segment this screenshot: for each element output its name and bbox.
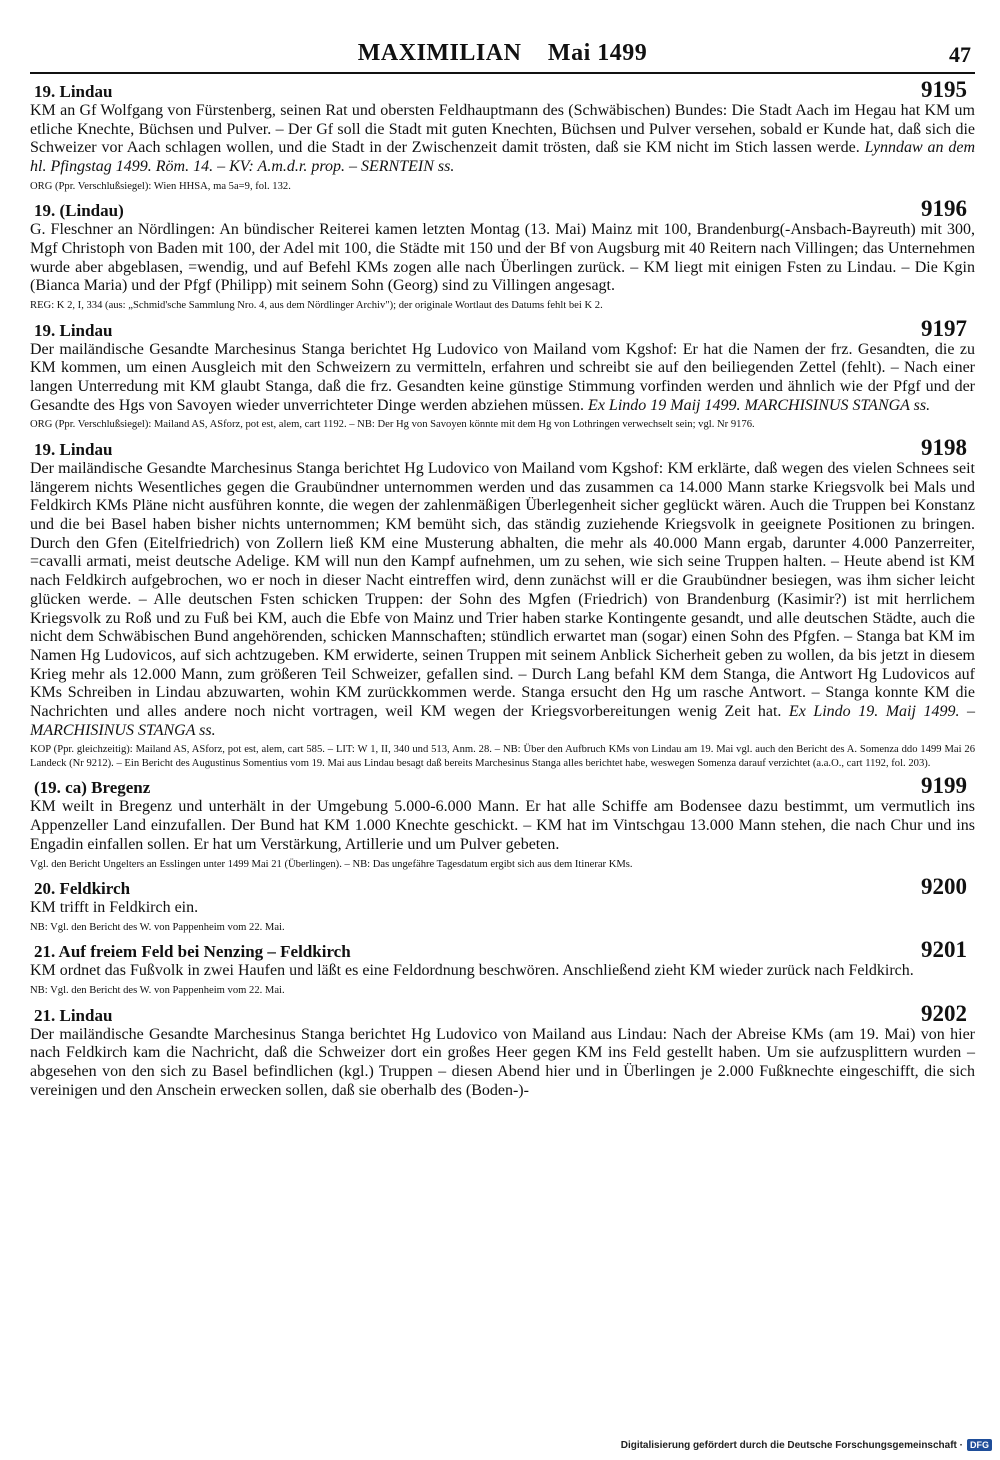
entry-head bbox=[30, 1000, 975, 1026]
entry-number: 9195 bbox=[921, 77, 967, 102]
entry-text: G. Fleschner an Nördlingen: An bündischer Reiterei kamen letzten Montag (13. Mai) Mainz mit 100, Brandenburg(-Ansbach-Bayreuth) mit 300, Mgf Christoph von Baden mit 100, der Adel mit 100, die Städte mit 150 und der Bf von Augsburg mit 40 Reitern nach Villingen; das Unternehmen wurde aber abgeblasen, =wendig, und auf Befehl KMs zogen alle nach Überlingen zurück. – KM liegt mit einigen Fsten zu Lindau. – Die Kgin (Bianca Maria) und der Pfgf (Philipp) mit seinem Sohn (Georg) sind zu Villingen angesagt. bbox=[30, 221, 975, 295]
entry-place: (19. ca) Bregenz bbox=[34, 778, 151, 798]
entry-9201 bbox=[30, 937, 975, 997]
page-number: 47 bbox=[949, 42, 971, 67]
entry-place: 19. (Lindau) bbox=[34, 201, 124, 221]
entry-body bbox=[30, 221, 975, 296]
entry-dating: Ex Lindo 19 Maij 1499. MARCHISINUS STANGA ss. bbox=[588, 396, 931, 414]
entry-body bbox=[30, 341, 975, 416]
entry-head bbox=[30, 773, 975, 799]
entry-dating: Lynndaw an dem hl. Pfingstag 1499. Röm. 14. – KV: A.m.d.r. prop. – SERNTEIN ss. bbox=[30, 139, 975, 176]
entry-place: 21. Auf freiem Feld bei Nenzing – Feldkirch bbox=[34, 942, 351, 962]
entry-place: 21. Lindau bbox=[34, 1005, 113, 1025]
header-date: Mai 1499 bbox=[547, 40, 648, 66]
entry-body bbox=[30, 899, 975, 918]
entry-text: KM ordnet das Fußvolk in zwei Haufen und läßt es eine Feldordnung beschwören. Anschließend zieht KM wieder zurück nach Feldkirch. bbox=[30, 962, 914, 980]
page-header bbox=[30, 38, 975, 74]
entry-note: NB: Vgl. den Bericht des W. von Pappenheim vom 22. Mai. bbox=[30, 985, 285, 996]
entry-head bbox=[30, 874, 975, 900]
entry-text: Der mailändische Gesandte Marchesinus Stanga berichtet Hg Ludovico von Mailand vom Kgshof: Er hat die Namen der frz. Gesandten, die zu KM kommen, um einen Ausgleich mit den Schweizern zu vermitteln, erfahren und schreibt sie auf den beiliegenden Zettel (fehlt). – Nach einer langen Unterredung mit KM glaubt Stanga, daß die frz. Gesandten keine günstige Stimmung vorfinden werden und ähnlich wie der Pfgf und der Gesandte des Hgs von Savoyen wieder unverrichteter Dinge werden abziehen müssen. bbox=[30, 340, 975, 414]
footer-credit: Digitalisierung gefördert durch die Deutsche Forschungsgemeinschaft · bbox=[620, 1439, 963, 1451]
entry-9197 bbox=[30, 315, 975, 432]
entry-text: KM weilt in Bregenz und unterhält in der Umgebung 5.000-6.000 Mann. Er hat alle Schiffe am Bodensee dazu bestimmt, um vermutlich ins Appenzeller Land einzufallen. Der Bund hat KM 1.000 Knechte geschickt. – KM hat im Vintschgau 13.000 Mann stehen, die nach Chur und ins Engadin einfallen sollen. Er hat um Verstärkung, Artillerie und um Pulver gebeten. bbox=[30, 798, 975, 853]
entry-dating: Ex Lindo 19. Maij 1499. – MARCHISINUS STANGA ss. bbox=[30, 703, 976, 739]
entry-number: 9202 bbox=[921, 1000, 967, 1026]
entry-9200 bbox=[30, 874, 975, 934]
page-footer bbox=[621, 1439, 992, 1451]
entry-place: 19. Lindau bbox=[34, 439, 113, 459]
entry-body bbox=[30, 962, 975, 981]
entry-place: 20. Feldkirch bbox=[34, 879, 131, 899]
entry-body bbox=[30, 460, 975, 741]
document-page bbox=[30, 38, 975, 1100]
entry-head bbox=[30, 77, 975, 102]
entry-number: 9201 bbox=[921, 937, 967, 963]
header-name: MAXIMILIAN bbox=[357, 40, 522, 66]
entry-list bbox=[30, 77, 976, 1100]
entry-number: 9199 bbox=[921, 773, 967, 799]
entry-note: ORG (Ppr. Verschlußsiegel): Mailand AS, ASforz, pot est, alem, cart 1192. – NB: Der Hg von Savoyen könnte mit dem Hg von Lothringen verwechselt sein; vgl. Nr 9176. bbox=[30, 419, 755, 431]
entry-head bbox=[30, 196, 975, 222]
entry-number: 9196 bbox=[921, 196, 967, 222]
entry-text: KM trifft in Feldkirch ein. bbox=[30, 899, 199, 917]
entry-9198 bbox=[30, 434, 976, 771]
entry-text: Der mailändische Gesandte Marchesinus Stanga berichtet Hg Ludovico von Mailand vom Kgshof: KM erklärte, daß wegen des vielen Schnees seit längerem nichts Wesentliches gegen die Graubündner unternommen werden und das zusammen ca 14.000 Mann starke Kriegsvolk bei Mals und Feldkirch KMs Pläne nicht ausführen konnte, die wegen der zahlenmäßigen Überlegenheit sicher geglückt wären. Auch die Truppen bei Konstanz und die bei Basel haben bisher nichts unternommen; KM bemüht sich, das ständig zuziehende Kriegsvolk in geeignete Positionen zu bringen. Durch den Gfen (Eitelfriedrich) von Zollern ließ KM eine Musterung abhalten, die mehr als 40.000 Mann ergab, darunter 4.000 Panzerreiter, =cavalli armati, meist deutsche Adelige. KM will nun den Kampf aufnehmen, um zu sehen, wie sich seine Truppen halten. – Heute abend ist KM nach Feldkirch aufgebrochen, wo er noch in dieser Nacht eintreffen wird, denn zunächst will er die Graubündner besiegen, was ihm sicher leicht glücken werde. – Alle deutschen Fsten schicken Truppen: der Sohn des Mgfen (Friedrich) von Brandenburg (Kasimir?) ist mit herrlichem Kriegsvolk zu Roß und zu Fuß bei KM, auch die Ebfe von Mainz und Trier haben starke Kontingente gesandt, und alle deutschen Städte, auch die nicht dem Schwäbischen Bund angehörenden, schicken Mannschaften; stündlich erwartet man (sogar) einen Sohn des Pfgfen. – Stanga bat KM im Namen Hg Ludovicos, auf sich achtzugeben. KM erwiderte, seinen Truppen mit seinem Anblick Sicherheit geben zu wollen, da bis jetzt in diesem Krieg mehr als 12.000 Mann, zum größeren Teil Schweizer, gefallen sind. – Durch Lang befahl KM dem Stanga, die Antwort Hg Ludovicos auf KMs Schreiben in Lindau abzuwarten, wohin KM zurückkommen werde. Stanga ersucht den Hg um rasche Antwort. – Stanga konnte KM die Nachrichten und alles andere noch nicht vortragen, weil KM wegen der Kriegsvorbereitungen wenig Zeit hat. bbox=[30, 459, 975, 721]
entry-number: 9200 bbox=[921, 874, 967, 900]
entry-9199 bbox=[30, 773, 975, 871]
entry-text: KM an Gf Wolfgang von Fürstenberg, seinen Rat und obersten Feldhauptmann des (Schwäbischen) Bundes: Die Stadt Aach im Hegau hat KM um etliche Knechte, Büchsen und Pulver. – Der Gf soll die Stadt mit guten Knechten, Büchsen und Pulver versehen, sobald er Kunde hat, daß sich die Schweizer vor Aach schlagen wollen, und die Stadt in der Zwischenzeit damit trösten, daß sie KM nicht im Stich lassen werde. bbox=[30, 102, 975, 157]
dfg-logo-icon: DFG bbox=[967, 1439, 992, 1451]
entry-body bbox=[30, 1026, 975, 1101]
running-title bbox=[30, 40, 975, 67]
entry-note: NB: Vgl. den Bericht des W. von Pappenheim vom 22. Mai. bbox=[30, 921, 285, 933]
entry-body bbox=[30, 798, 975, 854]
entry-text: Der mailändische Gesandte Marchesinus Stanga berichtet Hg Ludovico von Mailand aus Lindau: Nach der Abreise KMs (am 19. Mai) von hier nach Feldkirch kam die Nachricht, daß die Schweizer dort ein großes Heer gegen KM ins Feld gestellt haben. Um sie aufzusplittern wurden – abgesehen von den sich zu Basel befindlichen (kgl.) Truppen – diesen Abend hier und in Überlingen je 2.000 Fußknechte eingeschifft, die sich vereinigen und den Anschein erwecken sollen, daß sie oberhalb des (Boden-)- bbox=[30, 1025, 975, 1099]
entry-9202 bbox=[30, 1000, 975, 1101]
entry-9196 bbox=[30, 196, 975, 312]
entry-note: REG: K 2, I, 334 (aus: „Schmid'sche Sammlung Nro. 4, aus dem Nördlinger Archiv"); der originale Wortlaut des Datums fehlt bei K 2. bbox=[30, 300, 603, 312]
entry-note: ORG (Ppr. Verschlußsiegel): Wien HHSA, ma 5a=9, fol. 132. bbox=[30, 180, 291, 192]
entry-head bbox=[30, 434, 975, 460]
entry-number: 9197 bbox=[921, 315, 967, 341]
entry-note: Vgl. den Bericht Ungelters an Esslingen unter 1499 Mai 21 (Überlingen). – NB: Das ungefähre Tagesdatum ergibt sich aus dem Itinerar KMs. bbox=[30, 858, 633, 870]
entry-number: 9198 bbox=[921, 434, 967, 460]
entry-body bbox=[30, 102, 975, 177]
entry-head bbox=[30, 315, 975, 341]
entry-note: KOP (Ppr. gleichzeitig): Mailand AS, ASforz, pot est, alem, cart 585. – LIT: W 1, II, 340 und 513, Anm. 28. – NB: Über den Aufbruch KMs von Lindau am 19. Mai vgl. auch den Bericht des A. Somenza ddo 1499 Mai 26 Landeck (Nr 9212). – Ein Bericht des Augustinus Somentius vom 19. Mai aus Lindau besagt daß bereits Marchesinus Stanga alles berichtet habe, weswegen Somenza darauf verzichtet (a.a.O., cart 1192, fol. 203). bbox=[30, 744, 975, 769]
entry-head bbox=[30, 937, 975, 963]
entry-9195 bbox=[30, 77, 975, 193]
entry-place: 19. Lindau bbox=[34, 82, 113, 101]
entry-place: 19. Lindau bbox=[34, 320, 113, 340]
